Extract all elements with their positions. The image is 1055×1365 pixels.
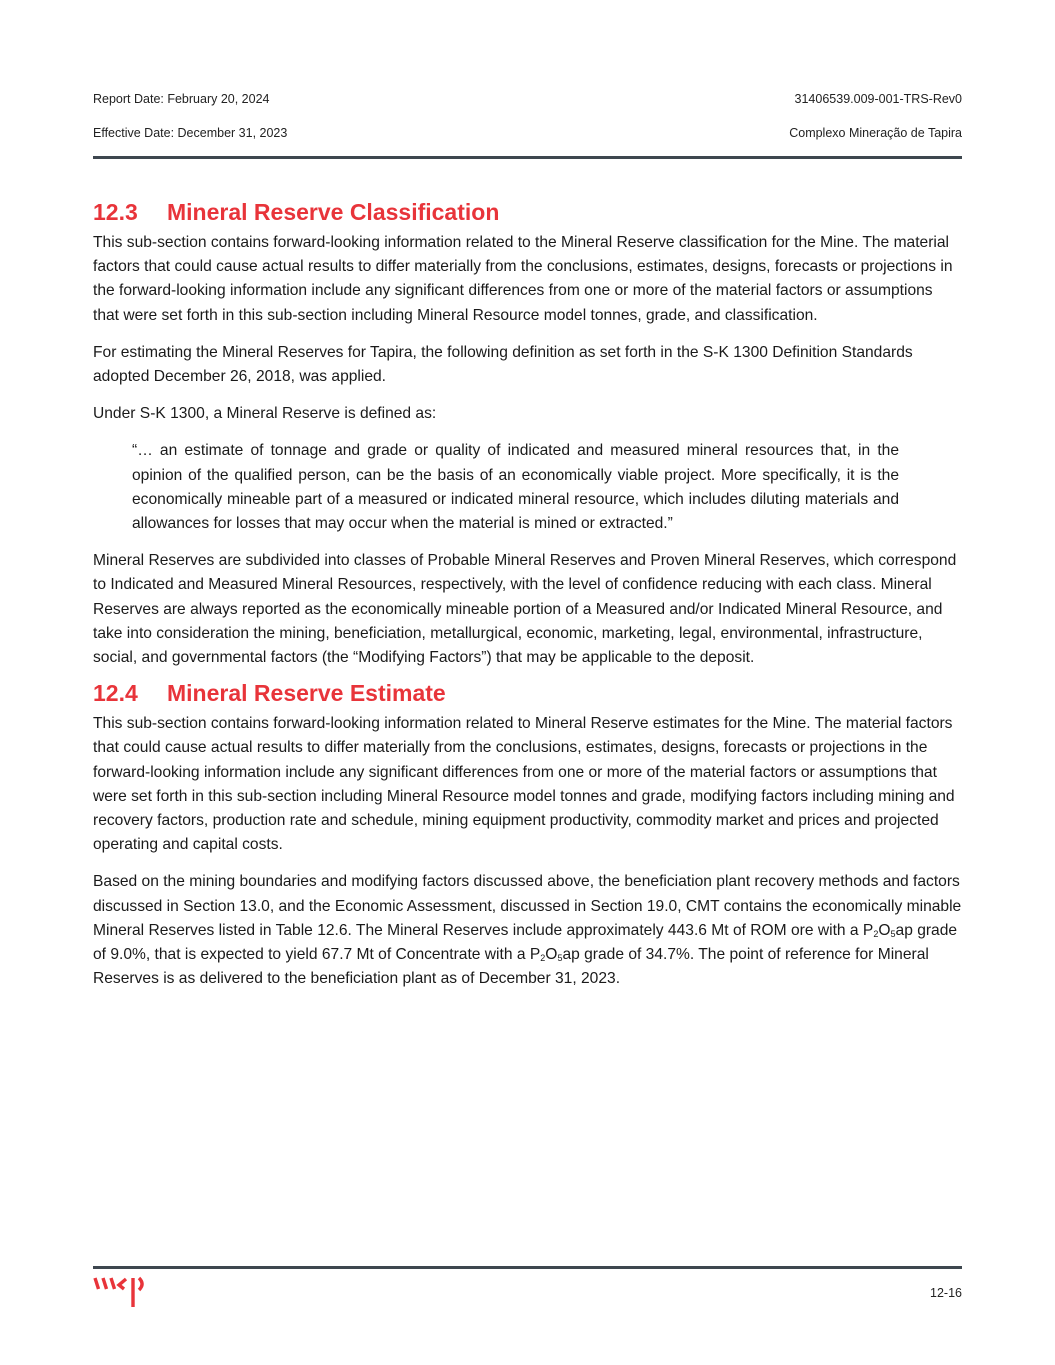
section-title: Mineral Reserve Estimate <box>167 680 446 707</box>
text-run: ap grade of 9.0%, that is expected to yield 67.7 Mt of Concentrate with a P <box>93 921 958 964</box>
text-run: Based on the mining boundaries and modifying factors discussed above, the beneficiation plant recovery methods and factors discussed in Section 13.0, and the Economic Assessment, discussed in Section 19.0, CMT contains the economically minable Mineral Reserves listed in Table 12.6. The Mineral Reserves include approximately 443.6 Mt of ROM ore with a P <box>93 873 962 939</box>
subscript: 2 <box>540 953 546 964</box>
section-title: Mineral Reserve Classification <box>167 199 500 225</box>
section-number: 12.4 <box>93 680 138 707</box>
text-run: O <box>545 946 558 964</box>
section-heading-12-3 <box>93 197 962 227</box>
project-name: Complexo Mineração de Tapira <box>789 126 962 140</box>
subscript: 5 <box>557 953 563 964</box>
wsp-logo-icon <box>93 1275 157 1309</box>
page-header <box>93 92 962 160</box>
report-date: Report Date: February 20, 2024 <box>93 92 270 106</box>
section-number: 12.3 <box>93 199 138 225</box>
subscript: 5 <box>890 928 896 939</box>
footer-divider <box>93 1266 962 1269</box>
subscript: 2 <box>873 928 879 939</box>
text-run: ap grade of 34.7%. The point of reference for Mineral Reserves is as delivered to the beneficiation plant as of December 31, 2023. <box>93 946 929 988</box>
paragraph: Under S-K 1300, a Mineral Reserve is defined as: <box>93 405 437 423</box>
header-divider <box>93 156 962 159</box>
text-run: O <box>878 921 891 939</box>
effective-date: Effective Date: December 31, 2023 <box>93 126 288 140</box>
paragraph: This sub-section contains forward-looking information related to the Mineral Reserve classification for the Mine. The material factors that could cause actual results to differ materially from the conclusions, estimates, designs, forecasts or projections in the forward-looking information include any significant differences from one or more of the material factors or assumptions that were set forth in this sub-section including Mineral Resource model tonnes, grade, and classification. <box>93 234 953 324</box>
paragraph: Mineral Reserves are subdivided into classes of Probable Mineral Reserves and Proven Mineral Reserves, which correspond to Indicated and Measured Mineral Resources, respectively, with the level of confidence reducing with each class. Mineral Reserves are always reported as the economically mineable portion of a Measured and/or Indicated Mineral Resource, and take into consideration the mining, beneficiation, metallurgical, economic, marketing, legal, environmental, infrastructure, social, and governmental factors (the “Modifying Factors”) that may be applicable to the deposit. <box>93 552 957 667</box>
paragraph: This sub-section contains forward-looking information related to Mineral Reserve estimates for the Mine. The material factors that could cause actual results to differ materially from the conclusions, estimates, designs, forecasts or projections in the forward-looking information include any significant differences from one or more of the material factors or assumptions that were set forth in this sub-section including Mineral Resource model tonnes and grade, modifying factors including mining and recovery factors, production rate and schedule, mining equipment productivity, commodity market and prices and projected operating and capital costs. <box>93 715 955 854</box>
page-number: 12-16 <box>930 1286 962 1300</box>
section-heading-12-4 <box>93 678 962 708</box>
document-number: 31406539.009-001-TRS-Rev0 <box>794 92 962 106</box>
reserve-summary-paragraph <box>93 870 962 991</box>
definition-quote: “… an estimate of tonnage and grade or quality of indicated and measured mineral resources that, in the opinion of the qualified person, can be the basis of an economically viable project. More specifically, it is the economically mineable part of a measured or indicated mineral resource, which includes diluting materials and allowances for losses that may occur when the material is mined or extracted.” <box>132 442 899 533</box>
paragraph: For estimating the Mineral Reserves for Tapira, the following definition as set forth in the S-K 1300 Definition Standards adopted December 26, 2018, was applied. <box>93 343 913 386</box>
document-body <box>93 197 962 991</box>
